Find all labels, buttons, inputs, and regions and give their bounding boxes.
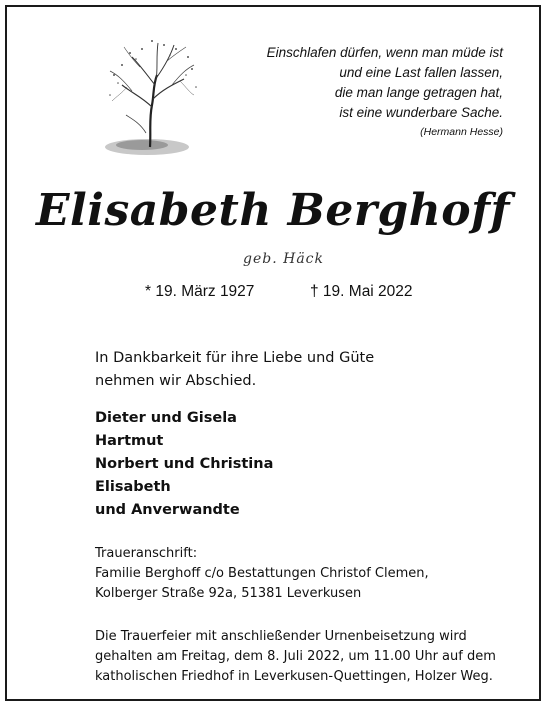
tree-illustration-icon bbox=[102, 35, 202, 165]
obituary-card bbox=[5, 5, 541, 701]
thanks-text bbox=[95, 347, 374, 393]
poem-line: ist eine wunderbare Sache. bbox=[339, 105, 503, 120]
address-line: Traueranschrift: bbox=[95, 546, 198, 561]
poem-line: Einschlafen dürfen, wenn man müde ist bbox=[266, 45, 503, 60]
family-member: und Anverwandte bbox=[95, 502, 240, 518]
ceremony-line: katholischen Friedhof in Leverkusen-Quettingen, Holzer Weg. bbox=[95, 669, 493, 684]
address-line: Kolberger Straße 92a, 51381 Leverkusen bbox=[95, 586, 362, 601]
address-line: Familie Berghoff c/o Bestattungen Christof Clemen, bbox=[95, 566, 429, 581]
death-date: † 19. Mai 2022 bbox=[310, 283, 413, 300]
ceremony-line: Die Trauerfeier mit anschließender Urnenbeisetzung wird bbox=[95, 629, 467, 644]
mourning-address bbox=[95, 544, 429, 604]
ceremony-line: gehalten am Freitag, dem 8. Juli 2022, um 11.00 Uhr auf dem bbox=[95, 649, 496, 664]
poem-author: (Hermann Hesse) bbox=[420, 126, 503, 138]
family-member: Elisabeth bbox=[95, 479, 171, 495]
birth-date: * 19. März 1927 bbox=[145, 283, 255, 300]
ceremony-info bbox=[95, 627, 496, 687]
thanks-line: nehmen wir Abschied. bbox=[95, 373, 257, 389]
poem-quote bbox=[267, 43, 503, 141]
family-list bbox=[95, 407, 273, 522]
family-member: Norbert und Christina bbox=[95, 456, 274, 472]
family-member: Hartmut bbox=[95, 433, 164, 449]
maiden-name: geb. Häck bbox=[243, 251, 324, 267]
poem-line: und eine Last fallen lassen, bbox=[339, 65, 503, 80]
thanks-line: In Dankbarkeit für ihre Liebe und Güte bbox=[95, 350, 375, 366]
deceased-name: Elisabeth Berghoff bbox=[36, 185, 510, 236]
family-member: Dieter und Gisela bbox=[95, 410, 237, 426]
poem-line: die man lange getragen hat, bbox=[334, 85, 503, 100]
